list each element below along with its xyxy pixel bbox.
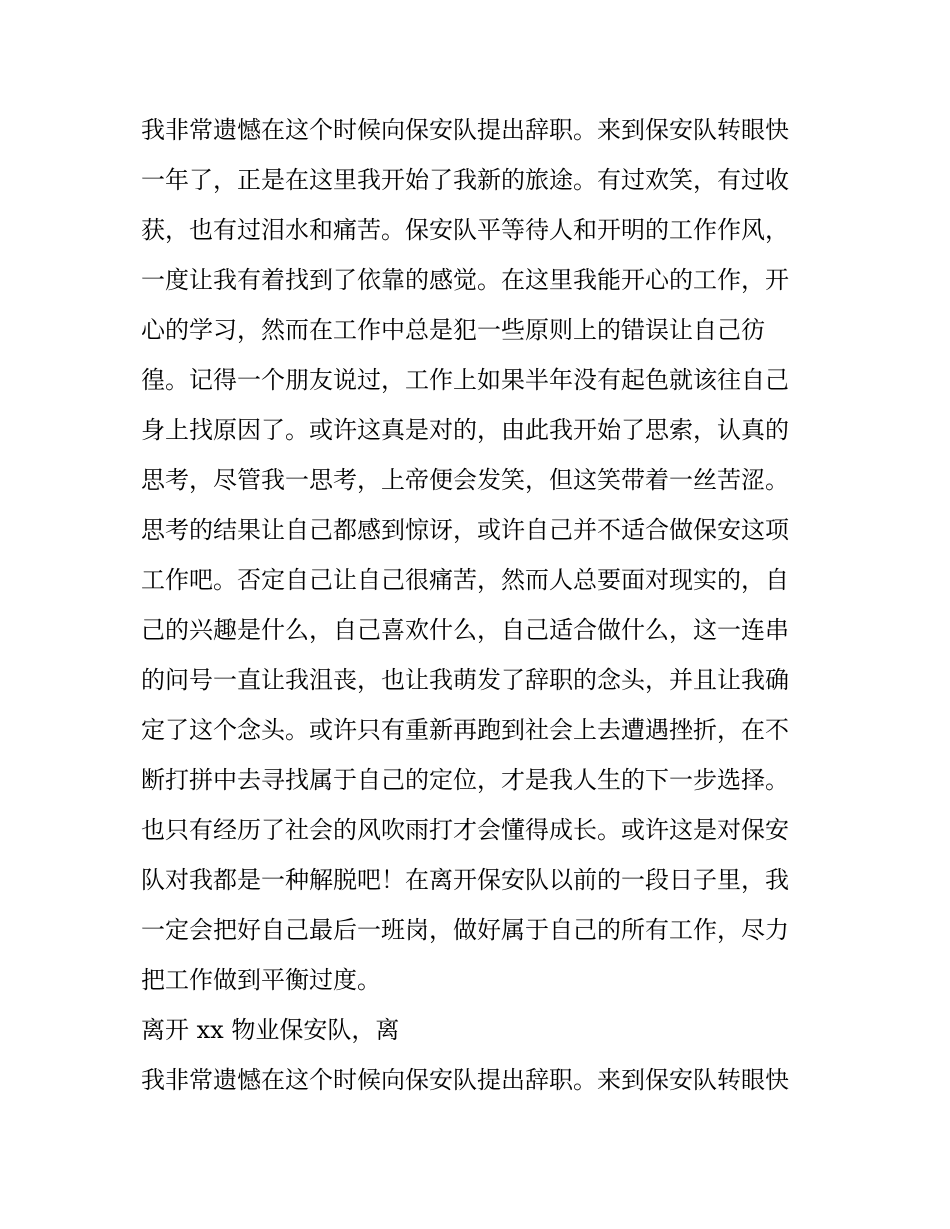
text-line: 一年了，正是在这里我开始了我新的旅途。有过欢笑，有过收	[141, 166, 789, 194]
text-line: 工作吧。否定自己让自己很痛苦，然而人总要面对现实的，自	[141, 566, 789, 594]
section-heading: 离开 xx 物业保安队，离	[141, 1016, 400, 1044]
text-line: 把工作做到平衡过度。	[141, 966, 381, 994]
text-line: 己的兴趣是什么，自己喜欢什么，自己适合做什么，这一连串	[141, 616, 789, 644]
text-line: 我非常遗憾在这个时候向保安队提出辞职。来到保安队转眼快	[141, 116, 789, 144]
paragraph-2	[141, 1055, 813, 1105]
text-line: 一度让我有着找到了依靠的感觉。在这里我能开心的工作，开	[141, 266, 789, 294]
text-line: 断打拼中去寻找属于自己的定位，才是我人生的下一步选择。	[141, 766, 789, 794]
document-body	[141, 105, 813, 1105]
text-line: 心的学习，然而在工作中总是犯一些原则上的错误让自己彷	[141, 316, 765, 344]
text-line: 的问号一直让我沮丧，也让我萌发了辞职的念头，并且让我确	[141, 666, 789, 694]
text-line: 获，也有过泪水和痛苦。保安队平等待人和开明的工作作风，	[141, 216, 789, 244]
text-line: 队对我都是一种解脱吧！在离开保安队以前的一段日子里，我	[141, 866, 789, 894]
text-line: 徨。记得一个朋友说过，工作上如果半年没有起色就该往自己	[141, 366, 789, 394]
text-line: 我非常遗憾在这个时候向保安队提出辞职。来到保安队转眼快	[141, 1066, 789, 1094]
paragraph-1	[141, 105, 813, 1005]
text-line: 定了这个念头。或许只有重新再跑到社会上去遭遇挫折，在不	[141, 716, 789, 744]
text-line: 思考，尽管我一思考，上帝便会发笑，但这笑带着一丝苦涩。	[141, 466, 789, 494]
text-line: 身上找原因了。或许这真是对的，由此我开始了思索，认真的	[141, 416, 789, 444]
text-line: 也只有经历了社会的风吹雨打才会懂得成长。或许这是对保安	[141, 816, 789, 844]
text-line: 一定会把好自己最后一班岗，做好属于自己的所有工作，尽力	[141, 916, 789, 944]
text-line: 思考的结果让自己都感到惊讶，或许自己并不适合做保安这项	[141, 516, 789, 544]
